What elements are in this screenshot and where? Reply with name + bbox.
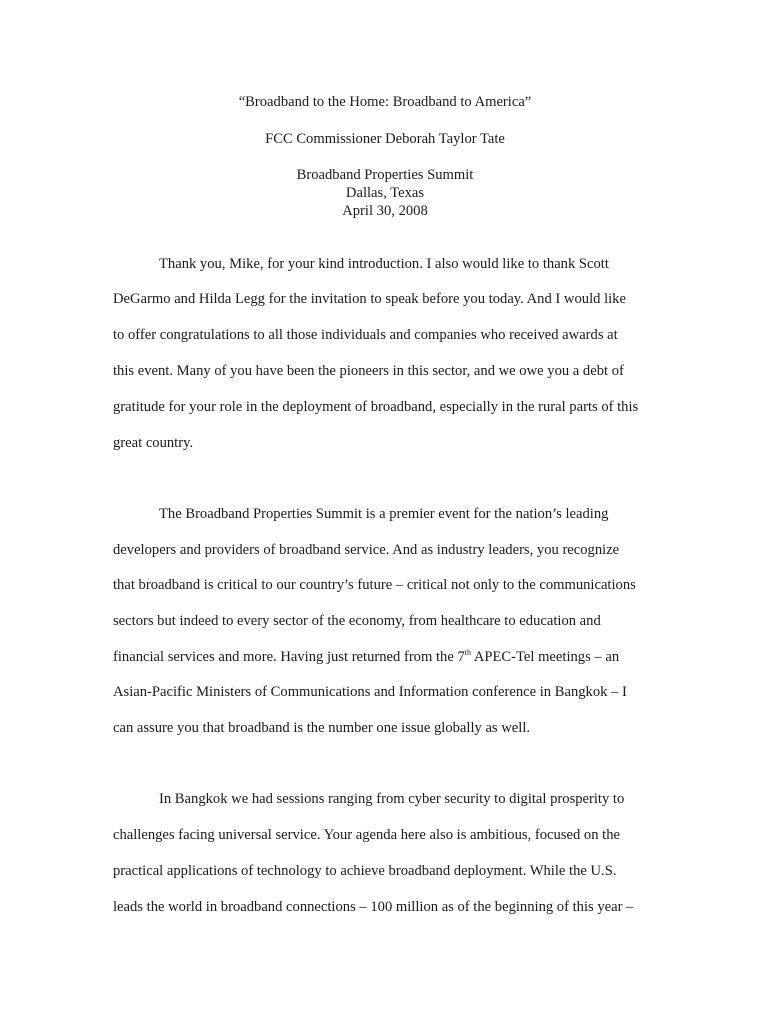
- paragraph-line: DeGarmo and Hilda Legg for the invitation to speak before you today. And I would like: [113, 291, 626, 307]
- ordinal-superscript: th: [464, 648, 471, 657]
- speaker-line: FCC Commissioner Deborah Taylor Tate: [265, 131, 505, 147]
- paragraph-line: this event. Many of you have been the pioneers in this sector, and we owe you a debt of: [113, 363, 624, 379]
- paragraph-line: The Broadband Properties Summit is a premier event for the nation’s leading: [159, 506, 609, 522]
- event-date: April 30, 2008: [342, 203, 428, 219]
- paragraph-line: practical applications of technology to achieve broadband deployment. While the U.S.: [113, 863, 617, 879]
- paragraph-line: that broadband is critical to our country’s future – critical not only to the communications: [113, 577, 636, 593]
- paragraph-line: can assure you that broadband is the number one issue globally as well.: [113, 720, 531, 736]
- speech-title: “Broadband to the Home: Broadband to America”: [238, 94, 532, 110]
- line-tail: APEC-Tel meetings – an: [471, 649, 620, 665]
- paragraph-line: sectors but indeed to every sector of the economy, from healthcare to education and: [113, 613, 601, 629]
- paragraph-line: developers and providers of broadband service. And as industry leaders, you recognize: [113, 542, 620, 558]
- line-text: financial services and more. Having just returned from the 7: [113, 649, 465, 665]
- paragraph-line: leads the world in broadband connections – 100 million as of the beginning of this year –: [113, 899, 634, 915]
- paragraph-line: In Bangkok we had sessions ranging from cyber security to digital prosperity to: [159, 791, 625, 807]
- paragraph-line: to offer congratulations to all those individuals and companies who received awards at: [113, 327, 618, 343]
- paragraph-line: gratitude for your role in the deployment of broadband, especially in the rural parts of this: [113, 399, 639, 415]
- paragraph-line: great country.: [113, 435, 194, 451]
- event-location: Dallas, Texas: [345, 185, 425, 201]
- paragraph-line: Asian-Pacific Ministers of Communications and Information conference in Bangkok – I: [113, 684, 627, 700]
- paragraph-line: challenges facing universal service. Your agenda here also is ambitious, focused on the: [113, 827, 620, 843]
- paragraph-line: Thank you, Mike, for your kind introduction. I also would like to thank Scott: [159, 256, 609, 272]
- event-name: Broadband Properties Summit: [296, 167, 474, 183]
- paragraph-line-with-superscript: [113, 648, 619, 666]
